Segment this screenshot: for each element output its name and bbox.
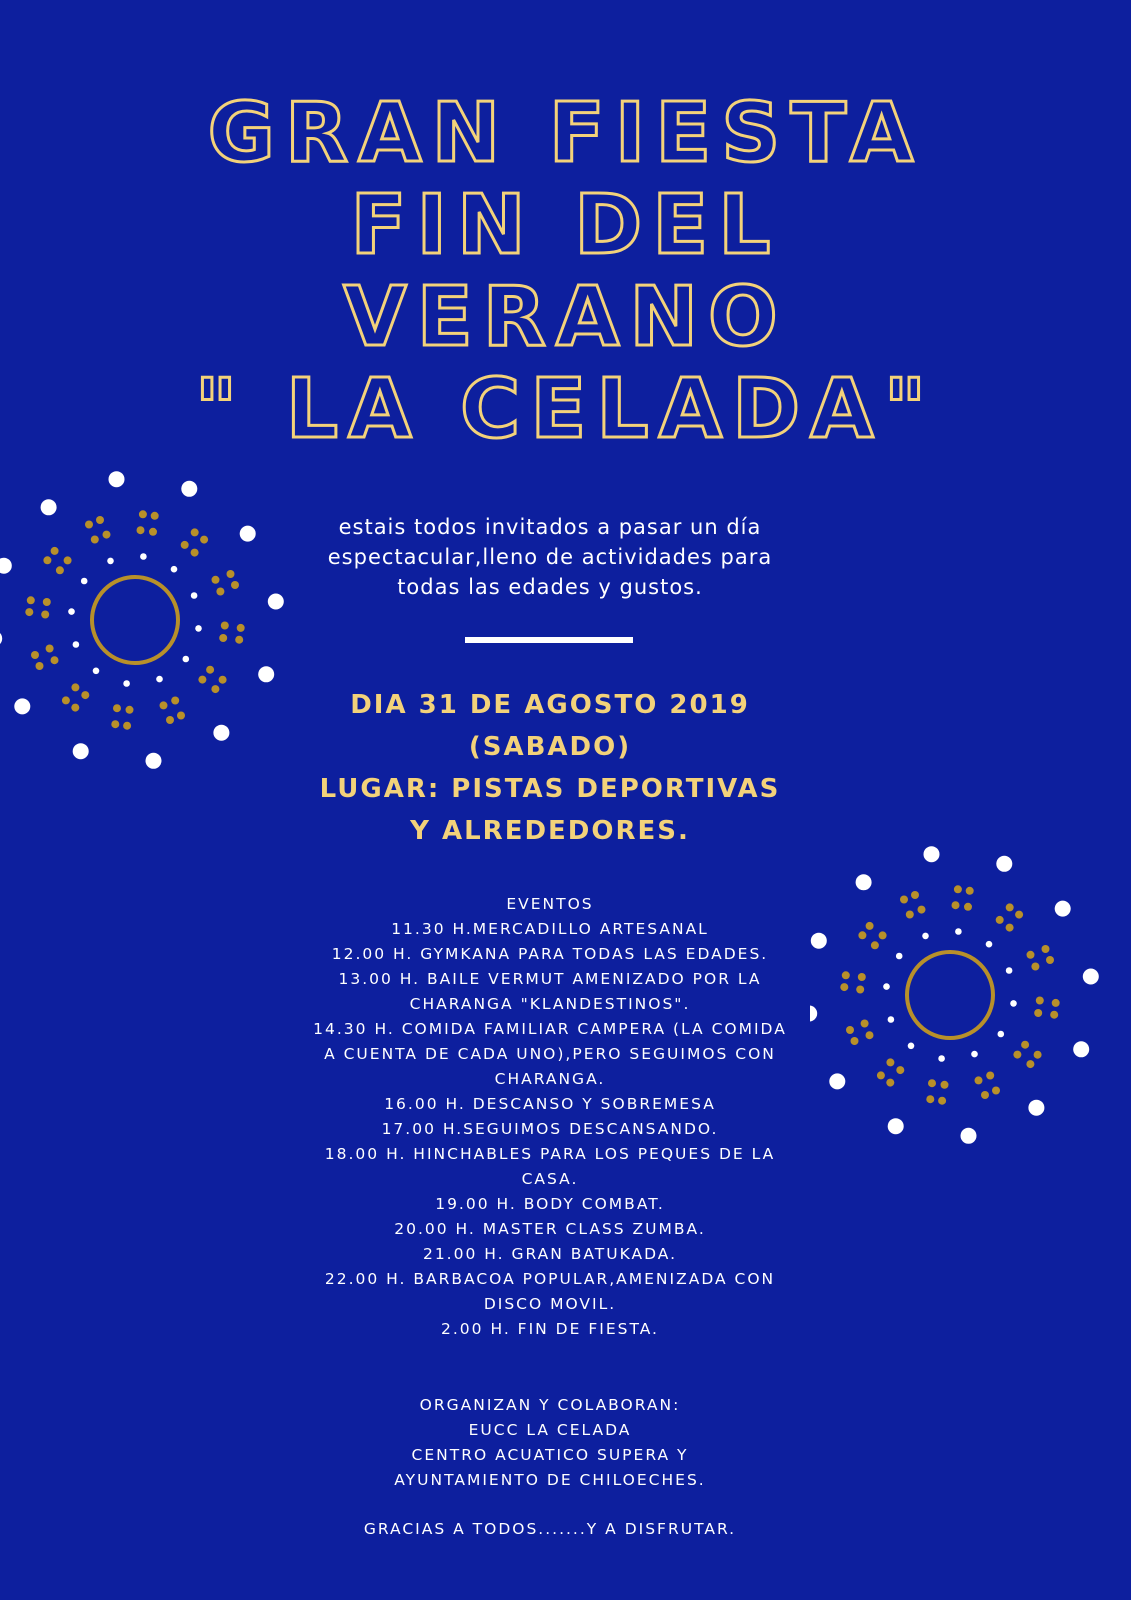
firework-inner-dot — [896, 953, 903, 960]
title-line: VERANO — [343, 270, 788, 365]
firework-gold-dot — [237, 624, 245, 632]
firework-gold-dot — [871, 941, 879, 949]
firework-gold-dot — [900, 896, 908, 904]
firework-gold-dot — [926, 1095, 934, 1103]
firework-inner-dot — [888, 1016, 895, 1023]
firework-gold-dot — [941, 1081, 949, 1089]
firework-gold-dot — [866, 922, 874, 930]
firework-outer-dot — [14, 698, 30, 714]
schedule-line: DISCO MOVIL. — [483, 1295, 617, 1313]
firework-icon — [810, 840, 1100, 1150]
schedule-line: 2.00 H. FIN DE FIESTA. — [441, 1320, 659, 1338]
firework-gold-dot — [171, 697, 179, 705]
firework-inner-dot — [922, 933, 929, 940]
firework-gold-dot — [149, 528, 157, 536]
firework-gold-dot — [139, 510, 147, 518]
schedule-line: 13.00 H. BAILE VERMUT AMENIZADO POR LA — [338, 970, 762, 988]
firework-outer-dot — [829, 1073, 845, 1089]
firework-gold-dot — [91, 536, 99, 544]
firework-gold-dot — [211, 685, 219, 693]
firework-gold-dot — [111, 720, 119, 728]
firework-gold-dot — [191, 549, 199, 557]
firework-gold-dot — [1036, 997, 1044, 1005]
firework-gold-dot — [992, 1087, 1000, 1095]
firework-gold-dot — [1006, 924, 1014, 932]
firework-gold-dot — [166, 716, 174, 724]
firework-gold-dot — [206, 666, 214, 674]
firework-gold-dot — [46, 645, 54, 653]
firework-gold-dot — [1050, 1011, 1058, 1019]
firework-outer-dot — [240, 526, 256, 542]
intro-line: todas las edades y gustos. — [397, 575, 703, 599]
firework-gold-dot — [851, 1037, 859, 1045]
firework-gold-dot — [216, 588, 224, 596]
firework-gold-dot — [840, 983, 848, 991]
firework-gold-dot — [36, 662, 44, 670]
firework-gold-dot — [1013, 1051, 1021, 1059]
firework-gold-dot — [1006, 903, 1014, 911]
firework-gold-dot — [975, 1076, 983, 1084]
firework-gold-dot — [856, 986, 864, 994]
firework-inner-dot — [1010, 1000, 1017, 1007]
firework-gold-dot — [911, 891, 919, 899]
firework-outer-dot — [924, 846, 940, 862]
firework-inner-dot — [140, 553, 147, 560]
firework-inner-dot — [93, 668, 100, 675]
firework-gold-dot — [64, 556, 72, 564]
firework-gold-dot — [906, 911, 914, 919]
firework-outer-dot — [996, 856, 1012, 872]
firework-outer-dot — [1055, 901, 1071, 917]
schedule-line: 22.00 H. BARBACOA POPULAR,AMENIZADA CON — [324, 1270, 776, 1288]
firework-gold-dot — [212, 576, 220, 584]
firework-gold-dot — [231, 581, 239, 589]
firework-gold-dot — [200, 536, 208, 544]
firework-ring — [92, 577, 178, 663]
firework-gold-dot — [31, 651, 39, 659]
intro-line: espectacular,lleno de actividades para — [327, 545, 773, 569]
firework-gold-dot — [928, 1079, 936, 1087]
organizer-line: CENTRO ACUATICO SUPERA Y — [411, 1446, 689, 1464]
event-weekday: (SABADO) — [468, 732, 632, 762]
schedule-line: 21.00 H. GRAN BATUKADA. — [422, 1245, 678, 1263]
firework-gold-dot — [858, 931, 866, 939]
firework-gold-dot — [996, 916, 1004, 924]
schedule-line: 14.30 H. COMIDA FAMILIAR CAMPERA (LA COMIDA — [313, 1020, 787, 1038]
firework-inner-dot — [183, 656, 190, 663]
firework-gold-dot — [938, 1097, 946, 1105]
firework-gold-dot — [981, 1091, 989, 1099]
organizer-line: EUCC LA CELADA — [468, 1421, 632, 1439]
firework-gold-dot — [51, 547, 59, 555]
organizer-line: AYUNTAMIENTO DE CHILOECHES. — [394, 1471, 706, 1489]
firework-gold-dot — [27, 596, 35, 604]
intro-line: estais todos invitados a pasar un día — [338, 515, 762, 539]
event-date: DIA 31 DE AGOSTO 2019 — [350, 690, 750, 720]
firework-inner-dot — [191, 592, 198, 599]
firework-gold-dot — [137, 526, 145, 534]
firework-gold-dot — [51, 656, 59, 664]
firework-inner-dot — [908, 1043, 915, 1050]
firework-inner-dot — [938, 1055, 945, 1062]
firework-gold-dot — [181, 541, 189, 549]
organizers-heading: ORGANIZAN Y COLABORAN: — [419, 1396, 681, 1414]
schedule-line: 12.00 H. GYMKANA PARA TODAS LAS EDADES. — [331, 945, 769, 963]
firework-outer-dot — [856, 874, 872, 890]
schedule-line: 18.00 H. HINCHABLES PARA LOS PEQUES DE LA — [324, 1145, 776, 1163]
firework-gold-dot — [1034, 1051, 1042, 1059]
firework-outer-dot — [73, 743, 89, 759]
schedule-line: 17.00 H.SEGUIMOS DESCANSANDO. — [381, 1120, 719, 1138]
firework-gold-dot — [191, 528, 199, 536]
firework-gold-dot — [71, 683, 79, 691]
firework-outer-dot — [258, 666, 274, 682]
firework-gold-dot — [219, 676, 227, 684]
title-line: FIN DEL — [350, 178, 781, 273]
firework-inner-dot — [998, 1031, 1005, 1038]
firework-outer-dot — [41, 499, 57, 515]
firework-inner-dot — [73, 641, 80, 648]
firework-gold-dot — [25, 608, 33, 616]
firework-gold-dot — [1021, 1041, 1029, 1049]
firework-gold-dot — [1042, 945, 1050, 953]
firework-gold-dot — [1027, 951, 1035, 959]
firework-gold-dot — [842, 971, 850, 979]
firework-gold-dot — [986, 1072, 994, 1080]
closing-thanks: GRACIAS A TODOS.......Y A DISFRUTAR. — [363, 1520, 737, 1538]
firework-outer-dot — [109, 471, 125, 487]
firework-gold-dot — [81, 691, 89, 699]
firework-gold-dot — [96, 516, 104, 524]
firework-outer-dot — [146, 753, 162, 769]
firework-gold-dot — [43, 556, 51, 564]
firework-gold-dot — [964, 903, 972, 911]
firework-inner-dot — [883, 983, 890, 990]
schedule-line: A CUENTA DE CADA UNO),PERO SEGUIMOS CON — [324, 1045, 776, 1063]
event-date-location — [250, 684, 850, 852]
firework-gold-dot — [966, 887, 974, 895]
firework-inner-dot — [1006, 967, 1013, 974]
firework-gold-dot — [177, 712, 185, 720]
firework-gold-dot — [1046, 956, 1054, 964]
firework-inner-dot — [955, 928, 962, 935]
divider — [465, 637, 633, 643]
organizers — [290, 1393, 810, 1493]
firework-outer-dot — [961, 1128, 977, 1144]
event-location: Y ALREDEDORES. — [410, 816, 690, 846]
schedule-line: CHARANGA. — [494, 1070, 606, 1088]
title-line: GRAN FIESTA — [207, 86, 924, 181]
firework-outer-dot — [181, 481, 197, 497]
firework-inner-dot — [81, 578, 88, 585]
firework-inner-dot — [171, 566, 178, 573]
firework-gold-dot — [1034, 1009, 1042, 1017]
firework-gold-dot — [896, 1066, 904, 1074]
firework-gold-dot — [1026, 1060, 1034, 1068]
poster-title — [0, 88, 1131, 456]
firework-gold-dot — [56, 566, 64, 574]
firework-gold-dot — [846, 1026, 854, 1034]
firework-gold-dot — [227, 570, 235, 578]
firework-outer-dot — [0, 558, 12, 574]
events-heading: EVENTOS — [506, 895, 594, 913]
schedule-line: CASA. — [521, 1170, 579, 1188]
firework-outer-dot — [0, 631, 2, 647]
firework-icon — [0, 465, 285, 775]
firework-gold-dot — [113, 704, 121, 712]
firework-inner-dot — [156, 676, 163, 683]
firework-gold-dot — [71, 704, 79, 712]
invitation-text — [300, 512, 800, 602]
firework-outer-dot — [1083, 969, 1099, 985]
firework-gold-dot — [886, 1058, 894, 1066]
firework-outer-dot — [888, 1118, 904, 1134]
firework-ring — [907, 952, 993, 1038]
schedule-line: 19.00 H. BODY COMBAT. — [435, 1195, 665, 1213]
firework-gold-dot — [62, 696, 70, 704]
firework-gold-dot — [103, 531, 111, 539]
firework-gold-dot — [952, 901, 960, 909]
firework-gold-dot — [219, 634, 227, 642]
firework-inner-dot — [123, 680, 130, 687]
firework-gold-dot — [160, 701, 168, 709]
firework-outer-dot — [1028, 1100, 1044, 1116]
schedule-line: CHARANGA "KLANDESTINOS". — [409, 995, 691, 1013]
events-schedule — [290, 892, 810, 1342]
firework-outer-dot — [811, 933, 827, 949]
firework-gold-dot — [1015, 911, 1023, 919]
firework-inner-dot — [971, 1051, 978, 1058]
firework-gold-dot — [221, 622, 229, 630]
firework-outer-dot — [810, 1006, 817, 1022]
firework-inner-dot — [68, 608, 75, 615]
firework-gold-dot — [879, 931, 887, 939]
firework-inner-dot — [195, 625, 202, 632]
firework-gold-dot — [43, 598, 51, 606]
firework-gold-dot — [866, 1031, 874, 1039]
firework-gold-dot — [41, 611, 49, 619]
firework-gold-dot — [151, 512, 159, 520]
firework-inner-dot — [107, 558, 114, 565]
firework-gold-dot — [126, 706, 134, 714]
firework-gold-dot — [954, 885, 962, 893]
firework-inner-dot — [986, 941, 993, 948]
firework-outer-dot — [268, 594, 284, 610]
title-line: " LA CELADA" — [194, 362, 937, 457]
firework-outer-dot — [1073, 1041, 1089, 1057]
firework-gold-dot — [1031, 963, 1039, 971]
schedule-line: 20.00 H. MASTER CLASS ZUMBA. — [394, 1220, 706, 1238]
schedule-line: 16.00 H. DESCANSO Y SOBREMESA — [384, 1095, 716, 1113]
firework-gold-dot — [123, 722, 131, 730]
schedule-line: 11.30 H.MERCADILLO ARTESANAL — [391, 920, 709, 938]
firework-gold-dot — [235, 636, 243, 644]
firework-gold-dot — [858, 973, 866, 981]
firework-gold-dot — [85, 521, 93, 529]
event-location: LUGAR: PISTAS DEPORTIVAS — [319, 774, 781, 804]
firework-gold-dot — [877, 1071, 885, 1079]
firework-gold-dot — [861, 1020, 869, 1028]
firework-gold-dot — [198, 676, 206, 684]
firework-gold-dot — [918, 906, 926, 914]
firework-gold-dot — [1052, 999, 1060, 1007]
firework-gold-dot — [886, 1079, 894, 1087]
firework-outer-dot — [213, 725, 229, 741]
